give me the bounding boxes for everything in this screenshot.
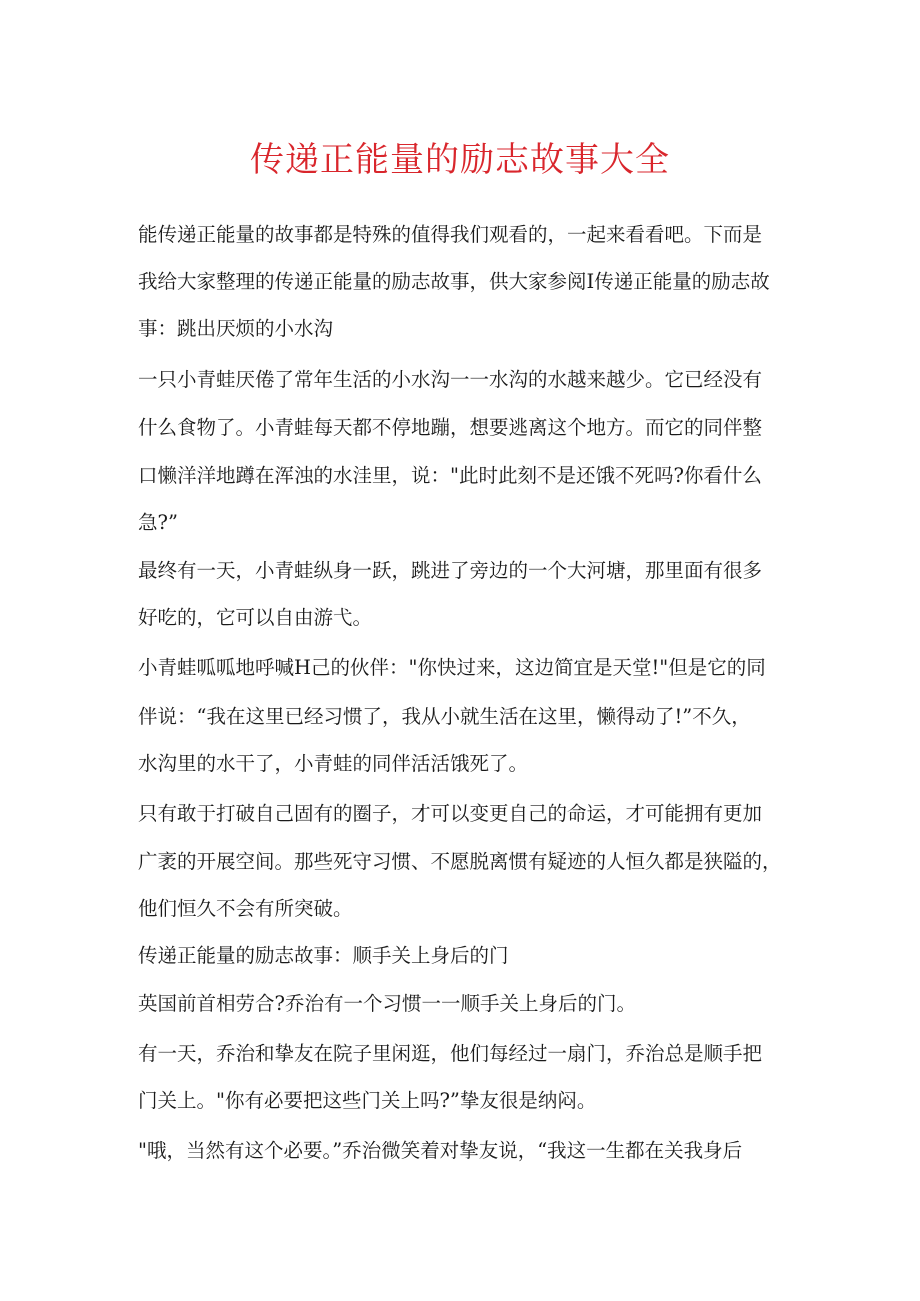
body-line-3: 事：跳出厌烦的小水沟 <box>138 317 334 340</box>
body-line-20: "哦，当然有这个必要。”乔治微笑着对挚友说，“我这一生都在关我身后 <box>138 1139 743 1162</box>
body-line-10: 小青蛙呱呱地呼喊H己的伙伴："你快过来，这边简宜是天堂!"但是它的同 <box>138 656 766 679</box>
body-line-9: 好吃的，它可以自由游弋。 <box>138 606 373 629</box>
body-line-17: 英国前首相劳合?乔治有一个习惯一一顺手关上身后的门。 <box>138 992 636 1015</box>
body-line-13: 只有敢于打破自己固有的圈子，才可以变更自己的命运，才可能拥有更加 <box>138 802 763 825</box>
body-line-2: 我给大家整理的传递正能量的励志故事，供大家参阅I传递正能量的励志故 <box>138 270 770 293</box>
body-line-16: 传递正能量的励志故事：顺手关上身后的门 <box>138 944 509 967</box>
body-line-6: 口懒洋洋地蹲在浑浊的水洼里，说："此时此刻不是还饿不死吗?你看什么 <box>138 464 762 487</box>
body-line-4: 一只小青蛙厌倦了常年生活的小水沟一一水沟的水越来越少。它已经没有 <box>138 368 763 391</box>
body-line-11: 伴说：“我在这里已经习惯了，我从小就生活在这里，懒得动了!”不久， <box>138 705 751 728</box>
document-title: 传递正能量的励志故事大全 <box>250 140 670 180</box>
body-line-1: 能传递正能量的故事都是特殊的值得我们观看的，一起来看看吧。下而是 <box>138 223 763 246</box>
body-line-19: 门关上。"你有必要把这些门关上吗?”挚友很是纳闷。 <box>138 1089 597 1112</box>
body-line-8: 最终有一天，小青蛙纵身一跃，跳进了旁边的一个大河塘，那里面有很多 <box>138 559 763 582</box>
body-line-14: 广袤的开展空间。那些死守习惯、不愿脱离惯有疑迹的人恒久都是狭隘的， <box>138 850 782 873</box>
body-line-15: 他们恒久不会有所突破。 <box>138 897 353 920</box>
body-line-5: 什么食物了。小青蛙每天都不停地蹦，想要逃离这个地方。而它的同伴整 <box>138 416 763 439</box>
body-line-7: 急?” <box>138 511 178 534</box>
body-line-12: 水沟里的水干了，小青蛙的同伴活活饿死了。 <box>138 752 529 775</box>
body-line-18: 有一天，乔治和挚友在院子里闲逛，他们每经过一扇门，乔治总是顺手把 <box>138 1042 763 1065</box>
